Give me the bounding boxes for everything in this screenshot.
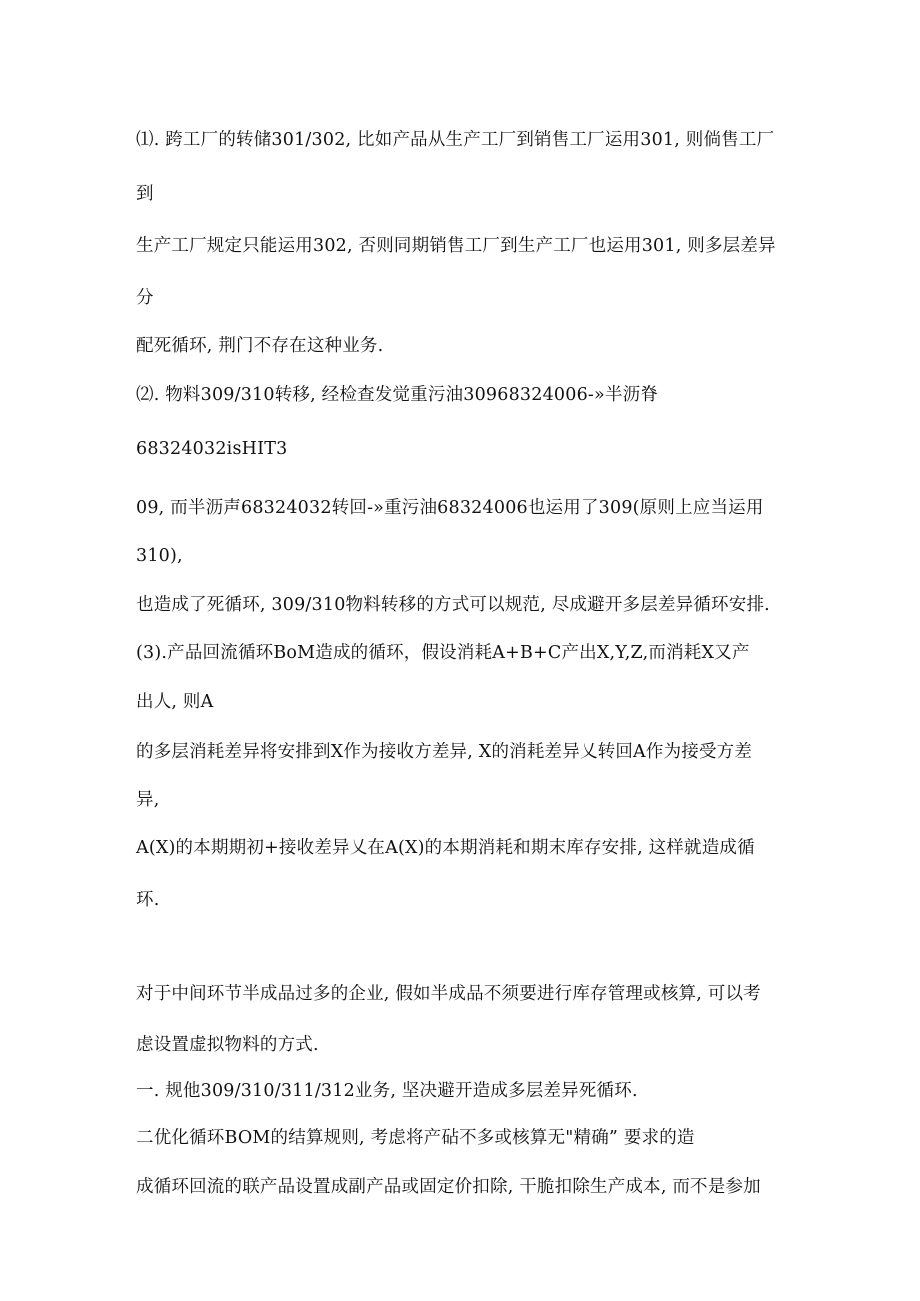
text-line: 分 [136, 288, 154, 308]
text-line: 配死循环, 荆门不存在这种业务. [136, 336, 384, 356]
text-line: 生产工厂规定只能运用302, 否则同期销售工厂到生产工厂也运用301, 则多层差异 [136, 236, 776, 256]
text-line: 的多层消耗差异将安排到X作为接收方差异, X的消耗差异乂转回A作为接受方差 [136, 742, 753, 762]
text-line: ⑴. 跨工厂的转储301/302, 比如产品从生产工厂到销售工厂运用301, 则倘售工厂 [136, 130, 775, 150]
text-line: 虑设置虚拟物料的方式. [136, 1035, 319, 1055]
text-line: 也造成了死循环, 309/310物料转移的方式可以规范, 尽成避开多层差异循环安排. [136, 595, 770, 615]
text-line: 到 [136, 184, 154, 204]
text-line: A(X)的本期期初+接收差异乂在A(X)的本期消耗和期末库存安排, 这样就造成循 [136, 838, 755, 858]
text-line: 一. 规他309/310/311/312业务, 坚决避开造成多层差异死循环. [136, 1081, 638, 1101]
text-line: 310), [136, 546, 183, 566]
text-line: ⑵. 物料309/310转移, 经检查发觉重污油30968324006-»半沥脊 [136, 385, 659, 405]
text-line: 成循环回流的联产品设置成副产品或固定价扣除, 干脆扣除生产成本, 而不是参加 [136, 1177, 761, 1197]
text-line: (3).产品回流循环BoM造成的循环，假设消耗A+B+C产出X,Y,Z,而消耗X又产 [136, 643, 750, 663]
text-line: 出人, 则A [136, 692, 214, 712]
text-line: 异, [136, 790, 160, 810]
text-line: 环. [136, 890, 160, 910]
text-line: 09, 而半沥声68324032转回-»重污油68324006也运用了309(原则上应当运用 [136, 498, 764, 518]
text-line: 二优化循环BOM的结算规则, 考虑将产砧不多或核算无"精确” 要求的造 [136, 1128, 695, 1148]
text-line: 68324032isHIT3 [136, 439, 288, 459]
text-line: 对于中间环节半成品过多的企业, 假如半成品不须要进行库存管理或核算, 可以考 [136, 984, 761, 1004]
